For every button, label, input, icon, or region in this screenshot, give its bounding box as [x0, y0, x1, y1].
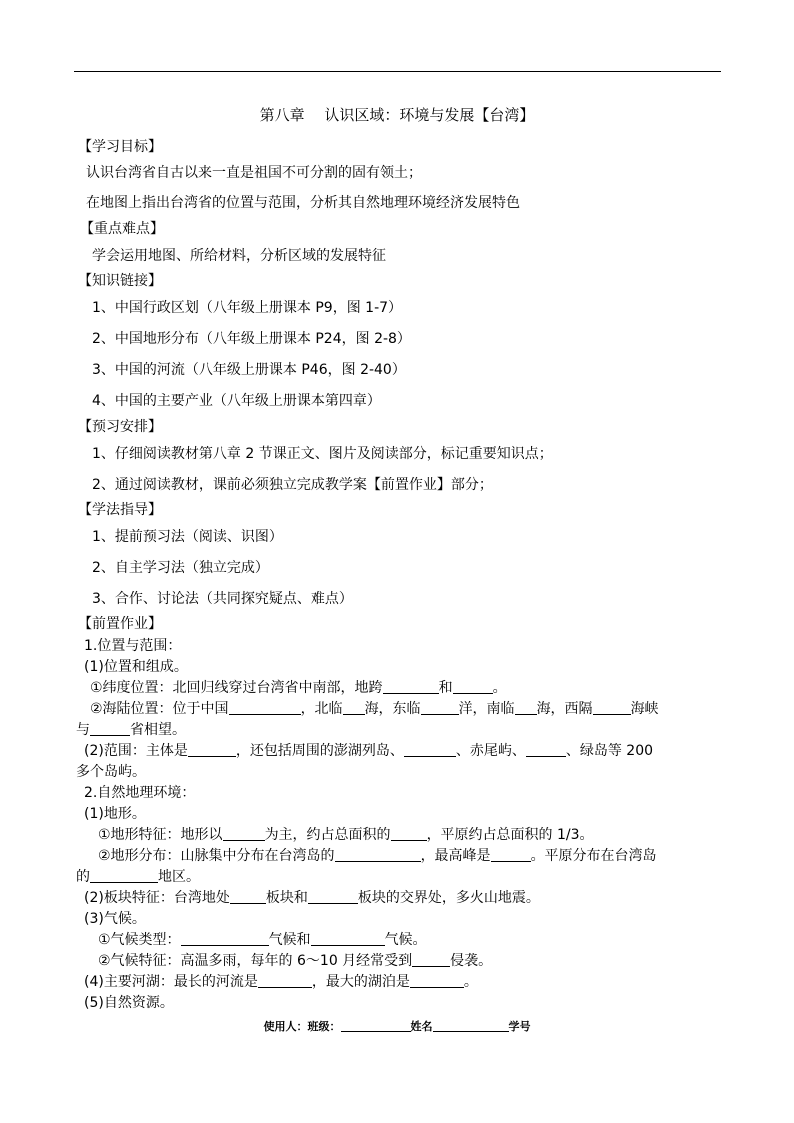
methods-item-1: 1、提前预习法（阅读、识图） — [92, 529, 283, 545]
methods-item-2: 2、自主学习法（独立完成） — [92, 560, 269, 576]
answer-blank[interactable] — [311, 931, 385, 946]
preview-item-2: 2、通过阅读教材，课前必须独立完成教学案【前置作业】部分； — [92, 477, 493, 493]
homework-header: 【前置作业】 — [78, 616, 162, 632]
links-item-3: 3、中国的河流（八年级上册课本 P46，图 2-40） — [92, 362, 406, 378]
links-item-4: 4、中国的主要产业（八年级上册课本第四章） — [92, 393, 381, 409]
header-rule — [74, 71, 721, 72]
sea-land-question: ②海陆位置：位于中国 ，北临 海，东临 洋，南临 海，西隔 海峡 — [90, 701, 659, 717]
goals-header: 【学习目标】 — [78, 139, 162, 155]
answer-blank[interactable] — [230, 889, 266, 904]
sea-land-question-cont: 与 省相望。 — [76, 722, 186, 738]
links-item-2: 2、中国地形分布（八年级上册课本 P24，图 2-8） — [92, 331, 411, 347]
links-item-1: 1、中国行政区划（八年级上册课本 P9，图 1-7） — [92, 300, 403, 316]
answer-blank[interactable] — [90, 721, 130, 736]
footer-user-info: 使用人：班级： 姓名 学号 — [263, 1020, 531, 1033]
goals-item-2: 在地图上指出台湾省的位置与范围，分析其自然地理环境经济发展特色 — [86, 195, 520, 211]
answer-blank[interactable] — [526, 742, 566, 757]
preview-header: 【预习安排】 — [78, 419, 162, 435]
rivers-lakes-question: (4)主要河湖：最长的河流是 ，最大的湖泊是 。 — [84, 974, 478, 990]
resources-heading: (5)自然资源。 — [84, 995, 174, 1011]
links-header: 【知识链接】 — [78, 273, 162, 289]
answer-blank[interactable] — [343, 700, 365, 715]
answer-blank[interactable] — [515, 700, 537, 715]
homework-location-heading: 1.位置与范围： — [84, 638, 182, 654]
climate-type-question: ①气候类型： 气候和 气候。 — [98, 932, 427, 948]
answer-blank[interactable] — [404, 742, 456, 757]
methods-item-3: 3、合作、讨论法（共同探究疑点、难点） — [92, 591, 353, 607]
environment-heading: 2.自然地理环境： — [84, 785, 196, 801]
answer-blank[interactable] — [90, 868, 158, 883]
range-question: (2)范围：主体是 ，还包括周围的澎湖列岛、 、赤尾屿、 、绿岛等 200 — [84, 743, 654, 759]
answer-blank[interactable] — [491, 847, 531, 862]
answer-blank[interactable] — [383, 679, 439, 694]
name-blank[interactable] — [433, 1020, 509, 1032]
answer-blank[interactable] — [223, 826, 265, 841]
plate-question: (2)板块特征：台湾地处 板块和 板块的交界处，多火山地震。 — [84, 890, 540, 906]
climate-feature-question: ②气候特征：高温多雨，每年的 6～10 月经常受到 侵袭。 — [98, 953, 493, 969]
methods-header: 【学法指导】 — [78, 502, 162, 518]
answer-blank[interactable] — [593, 700, 631, 715]
answer-blank[interactable] — [308, 889, 358, 904]
page-title: 第八章 认识区域：环境与发展【台湾】 — [259, 106, 535, 124]
answer-blank[interactable] — [229, 700, 301, 715]
answer-blank[interactable] — [410, 973, 464, 988]
answer-blank[interactable] — [453, 679, 493, 694]
preview-item-1: 1、仔细阅读教材第八章 2 节课正文、图片及阅读部分，标记重要知识点； — [92, 446, 553, 462]
answer-blank[interactable] — [391, 826, 427, 841]
terrain-distribution-cont: 的 地区。 — [76, 869, 200, 885]
goals-item-1: 认识台湾省自古以来一直是祖国不可分割的固有领土； — [86, 165, 422, 181]
answer-blank[interactable] — [421, 700, 459, 715]
answer-blank[interactable] — [335, 847, 421, 862]
homework-position-heading: (1)位置和组成。 — [84, 659, 188, 675]
answer-blank[interactable] — [412, 952, 450, 967]
terrain-distribution-question: ②地形分布：山脉集中分布在台湾岛的 ，最高峰是 。平原分布在台湾岛 — [98, 848, 657, 864]
answer-blank[interactable] — [181, 931, 269, 946]
key-points-header: 【重点难点】 — [80, 221, 164, 237]
latitude-question: ①纬度位置：北回归线穿过台湾省中南部，地跨 和 。 — [90, 680, 507, 696]
climate-heading: (3)气候。 — [84, 911, 146, 927]
key-points-item-1: 学会运用地图、所给材料，分析区域的发展特征 — [92, 248, 386, 264]
answer-blank[interactable] — [188, 742, 236, 757]
answer-blank[interactable] — [258, 973, 312, 988]
terrain-feature-question: ①地形特征：地形以 为主，约占总面积的 ，平原约占总面积的 1/3。 — [98, 827, 594, 843]
class-blank[interactable] — [341, 1020, 411, 1032]
terrain-heading: (1)地形。 — [84, 806, 146, 822]
range-question-cont: 多个岛屿。 — [76, 764, 146, 780]
